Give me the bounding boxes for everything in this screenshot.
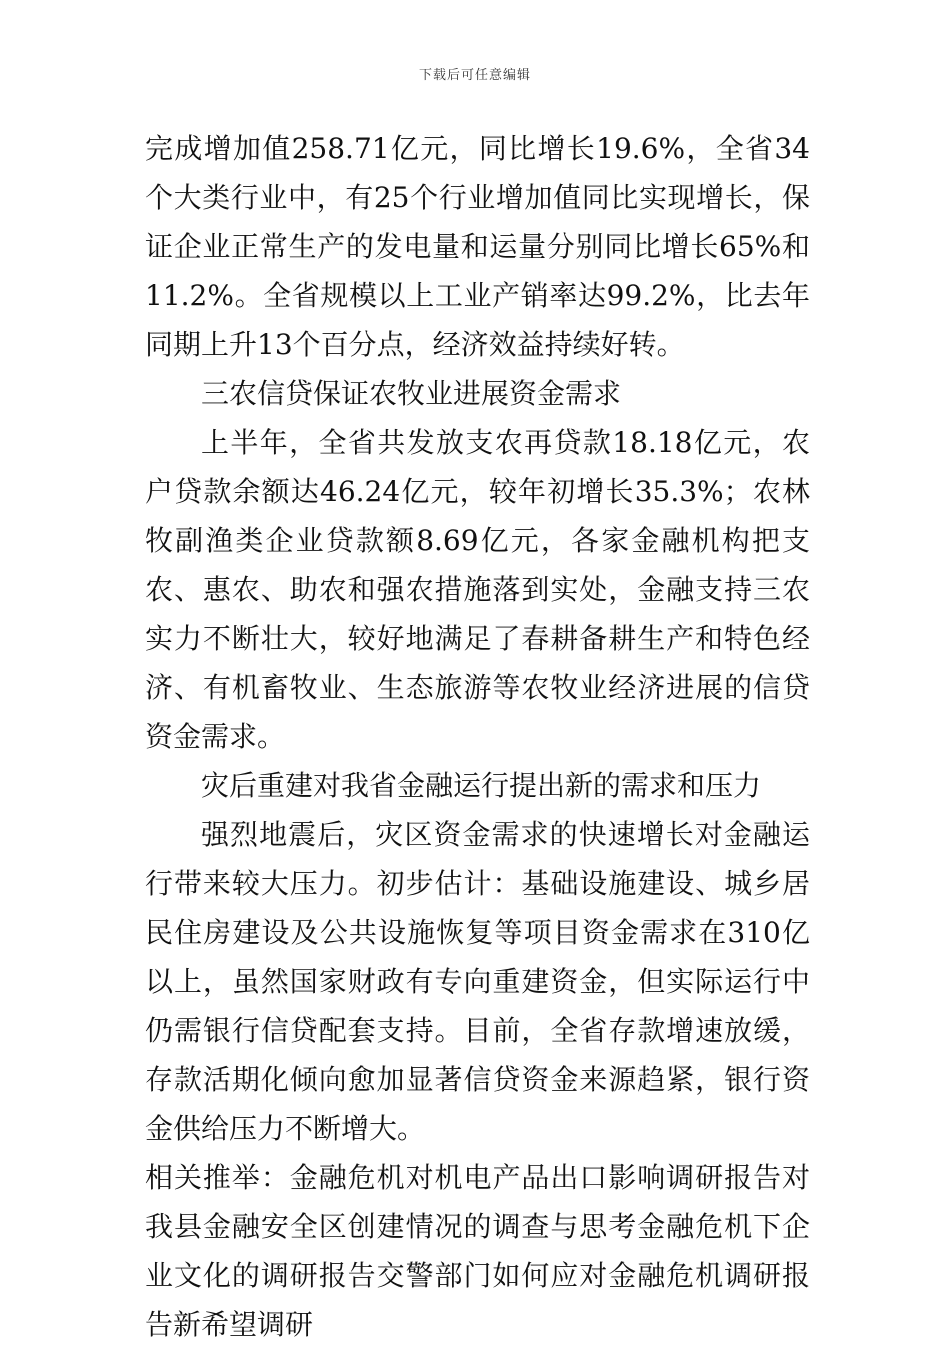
- paragraph-reconstruction-pressure: 强烈地震后，灾区资金需求的快速增长对金融运行带来较大压力。初步估计：基础设施建设、城乡居民住房建设及公共设施恢复等项目资金需求在310亿以上，虽然国家财政有专向重建资金，但实际运行中仍需银行信贷配套支持。目前，全省存款增速放缓，存款活期化倾向愈加显著信贷资金来源趋紧，银行资金供给压力不断增大。: [145, 818, 810, 1145]
- section-heading-reconstruction: 灾后重建对我省金融运行提出新的需求和压力: [201, 769, 762, 802]
- paragraph-related-recommendations: 相关推举：金融危机对机电产品出口影响调研报告对我县金融安全区创建情况的调查与思考金融危机下企业文化的调研报告交警部门如何应对金融危机调研报告新希望调研: [145, 1161, 810, 1341]
- paragraph-agri-loans: 上半年，全省共发放支农再贷款18.18亿元，农户贷款余额达46.24亿元，较年初增长35.3%；农林牧副渔类企业贷款额8.69亿元，各家金融机构把支农、惠农、助农和强农措施落到实处，金融支持三农实力不断壮大，较好地满足了春耕备耕生产和特色经济、有机畜牧业、生态旅游等农牧业经济进展的信贷资金需求。: [145, 426, 810, 753]
- document-body: [145, 124, 810, 1349]
- section-heading-agri-credit: 三农信贷保证农牧业进展资金需求: [201, 377, 622, 410]
- paragraph-industry-growth: 完成增加值258.71亿元，同比增长19.6%，全省34个大类行业中，有25个行业增加值同比实现增长，保证企业正常生产的发电量和运量分别同比增长65%和11.2%。全省规模以上工业产销率达99.2%，比去年同期上升13个百分点，经济效益持续好转。: [145, 132, 810, 361]
- page-header-note: 下载后可任意编辑: [418, 68, 531, 83]
